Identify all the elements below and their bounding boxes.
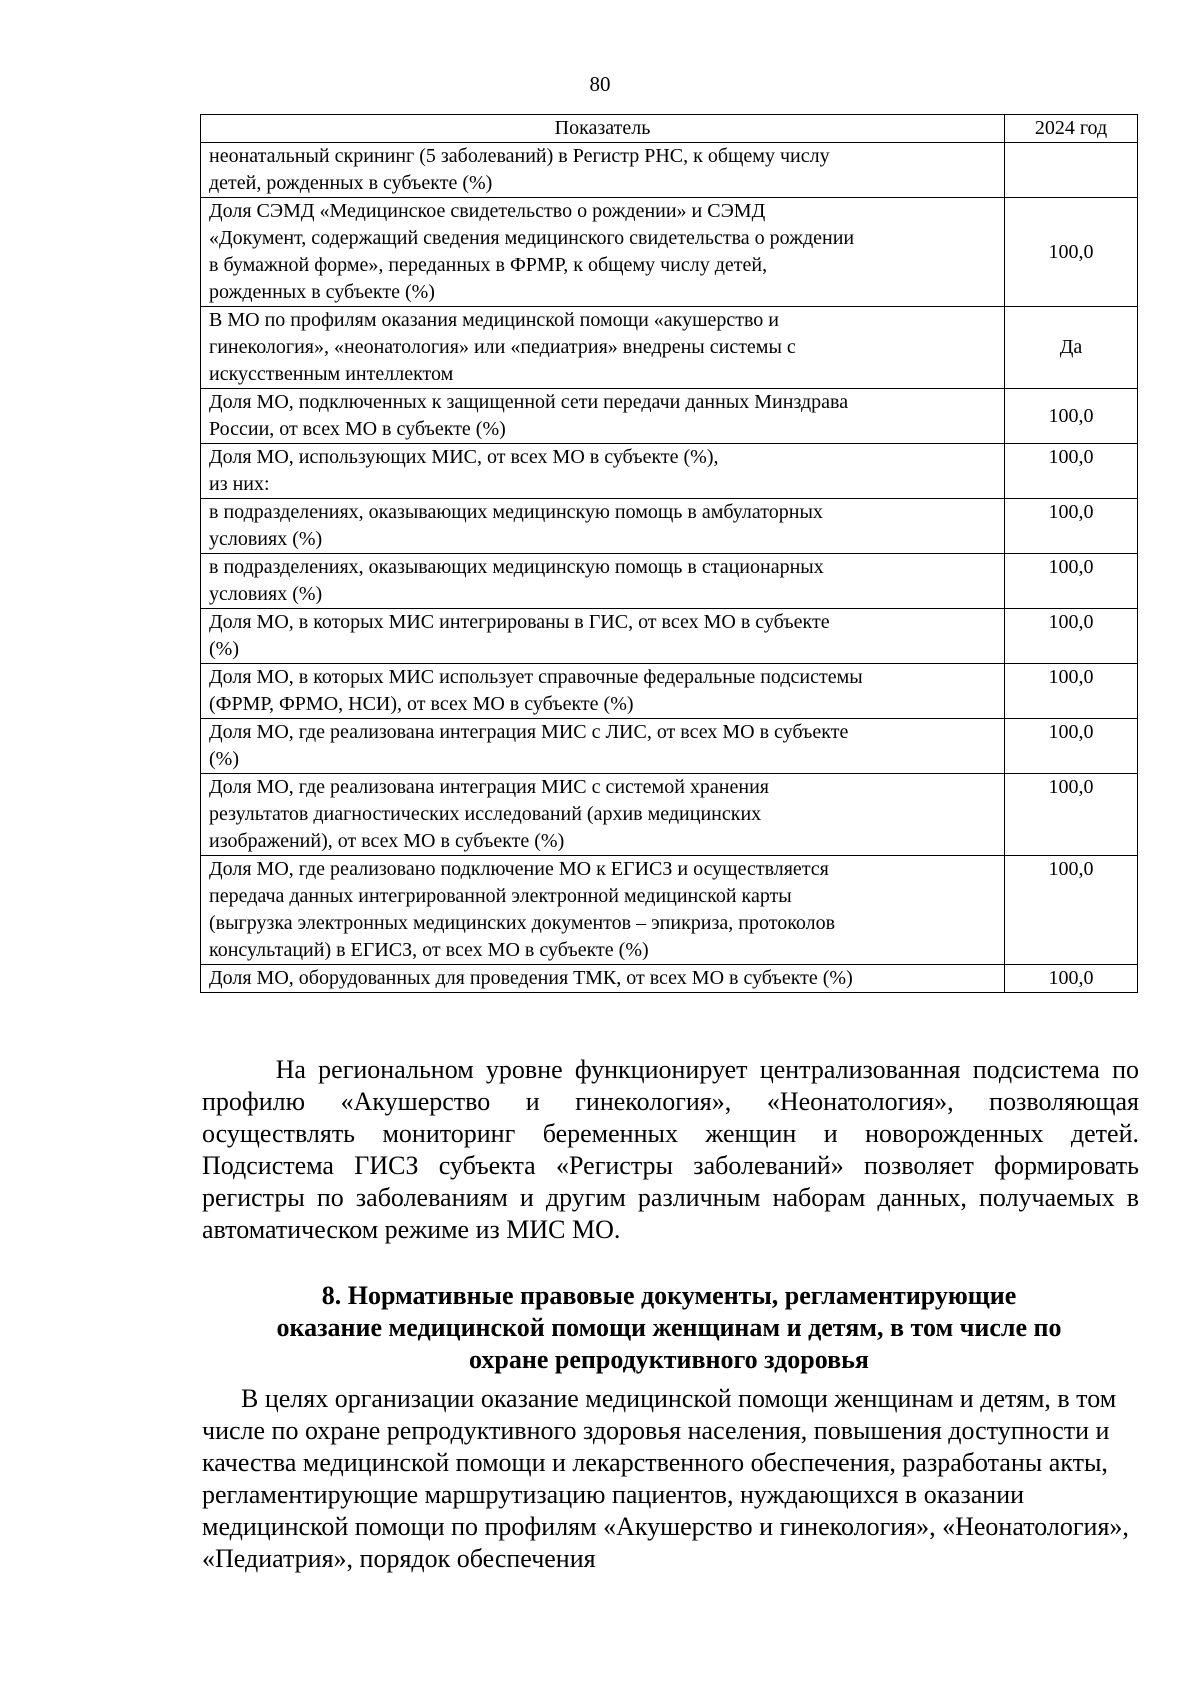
header-indicator: Показатель <box>201 115 1005 143</box>
indicator-cell: Доля МО, где реализована интеграция МИС с системой хранения результатов диагностических исследований (архив медицинских изображений), от всех МО в субъекте (%) <box>201 774 1005 856</box>
table-row <box>201 389 1138 444</box>
table-row <box>201 554 1138 609</box>
page-number: 80 <box>589 72 611 96</box>
value-cell: 100,0 <box>1005 444 1138 499</box>
value-cell <box>1005 143 1138 198</box>
table-row <box>201 499 1138 554</box>
indicator-cell: в подразделениях, оказывающих медицинскую помощь в стационарных условиях (%) <box>201 554 1005 609</box>
value-cell: Да <box>1005 307 1138 389</box>
table-row <box>201 664 1138 719</box>
value-cell: 100,0 <box>1005 499 1138 554</box>
table-row <box>201 965 1138 993</box>
table-row <box>201 719 1138 774</box>
indicator-cell: Доля СЭМД «Медицинское свидетельство о рождении» и СЭМД «Документ, содержащий сведения медицинского свидетельства о рождении в бумажной форме», переданных в ФРМР, к общему числу детей, рожденных в субъекте (%) <box>201 198 1005 307</box>
table-row <box>201 856 1138 965</box>
indicator-cell: неонатальный скрининг (5 заболеваний) в Регистр РНС, к общему числу детей, рожденных в субъекте (%) <box>201 143 1005 198</box>
value-cell: 100,0 <box>1005 719 1138 774</box>
value-cell: 100,0 <box>1005 856 1138 965</box>
table-row <box>201 307 1138 389</box>
body-paragraph: На региональном уровне функционирует централизованная подсистема по профилю «Акушерство и гинекология», «Неонатология», позволяющая осуществлять мониторинг беременных женщин и новорожденных детей. Подсистема ГИСЗ субъекта «Регистры заболеваний» позволяет формировать регистры по заболеваниям и другим различным наборам данных, получаемых в автоматическом режиме из МИС МО. <box>202 1055 1139 1244</box>
value-cell: 100,0 <box>1005 664 1138 719</box>
indicators-table <box>200 114 1138 993</box>
indicator-cell: Доля МО, в которых МИС интегрированы в ГИС, от всех МО в субъекте (%) <box>201 609 1005 664</box>
table-row <box>201 198 1138 307</box>
value-cell: 100,0 <box>1005 198 1138 307</box>
body-paragraph: В целях организации оказание медицинской помощи женщинам и детям, в том числе по охране репродуктивного здоровья населения, повышения доступности и качества медицинской помощи и лекарственного обеспечения, разработаны акты, регламентирующие маршрутизацию пациентов, нуждающихся в оказании медицинской помощи по профилям «Акушерство и гинекология», «Неонатология», «Педиатрия», порядок обеспечения <box>202 1384 1129 1573</box>
indicator-cell: Доля МО, где реализовано подключение МО к ЕГИСЗ и осуществляется передача данных интегрированной электронной медицинской карты (выгрузка электронных медицинских документов – эпикриза, протоколов консультаций) в ЕГИСЗ, от всех МО в субъекте (%) <box>201 856 1005 965</box>
section-heading: 8. Нормативные правовые документы, регламентирующие оказание медицинской помощи женщинам и детям, в том числе по охране репродуктивного здоровья <box>276 1281 1062 1374</box>
indicator-cell: Доля МО, в которых МИС использует справочные федеральные подсистемы (ФРМР, ФРМО, НСИ), от всех МО в субъекте (%) <box>201 664 1005 719</box>
value-cell: 100,0 <box>1005 609 1138 664</box>
table-row <box>201 143 1138 198</box>
table-row <box>201 774 1138 856</box>
indicator-cell: В МО по профилям оказания медицинской помощи «акушерство и гинекология», «неонатология» или «педиатрия» внедрены системы с искусственным интеллектом <box>201 307 1005 389</box>
value-cell: 100,0 <box>1005 774 1138 856</box>
indicator-cell: в подразделениях, оказывающих медицинскую помощь в амбулаторных условиях (%) <box>201 499 1005 554</box>
value-cell: 100,0 <box>1005 554 1138 609</box>
table-row <box>201 609 1138 664</box>
table-row <box>201 444 1138 499</box>
header-year: 2024 год <box>1005 115 1138 143</box>
value-cell: 100,0 <box>1005 965 1138 993</box>
indicator-cell: Доля МО, где реализована интеграция МИС с ЛИС, от всех МО в субъекте (%) <box>201 719 1005 774</box>
indicator-cell: Доля МО, подключенных к защищенной сети передачи данных Минздрава России, от всех МО в субъекте (%) <box>201 389 1005 444</box>
indicator-cell: Доля МО, использующих МИС, от всех МО в субъекте (%), из них: <box>201 444 1005 499</box>
indicator-cell: Доля МО, оборудованных для проведения ТМК, от всех МО в субъекте (%) <box>201 965 1005 993</box>
value-cell: 100,0 <box>1005 389 1138 444</box>
table-header-row <box>201 115 1138 143</box>
